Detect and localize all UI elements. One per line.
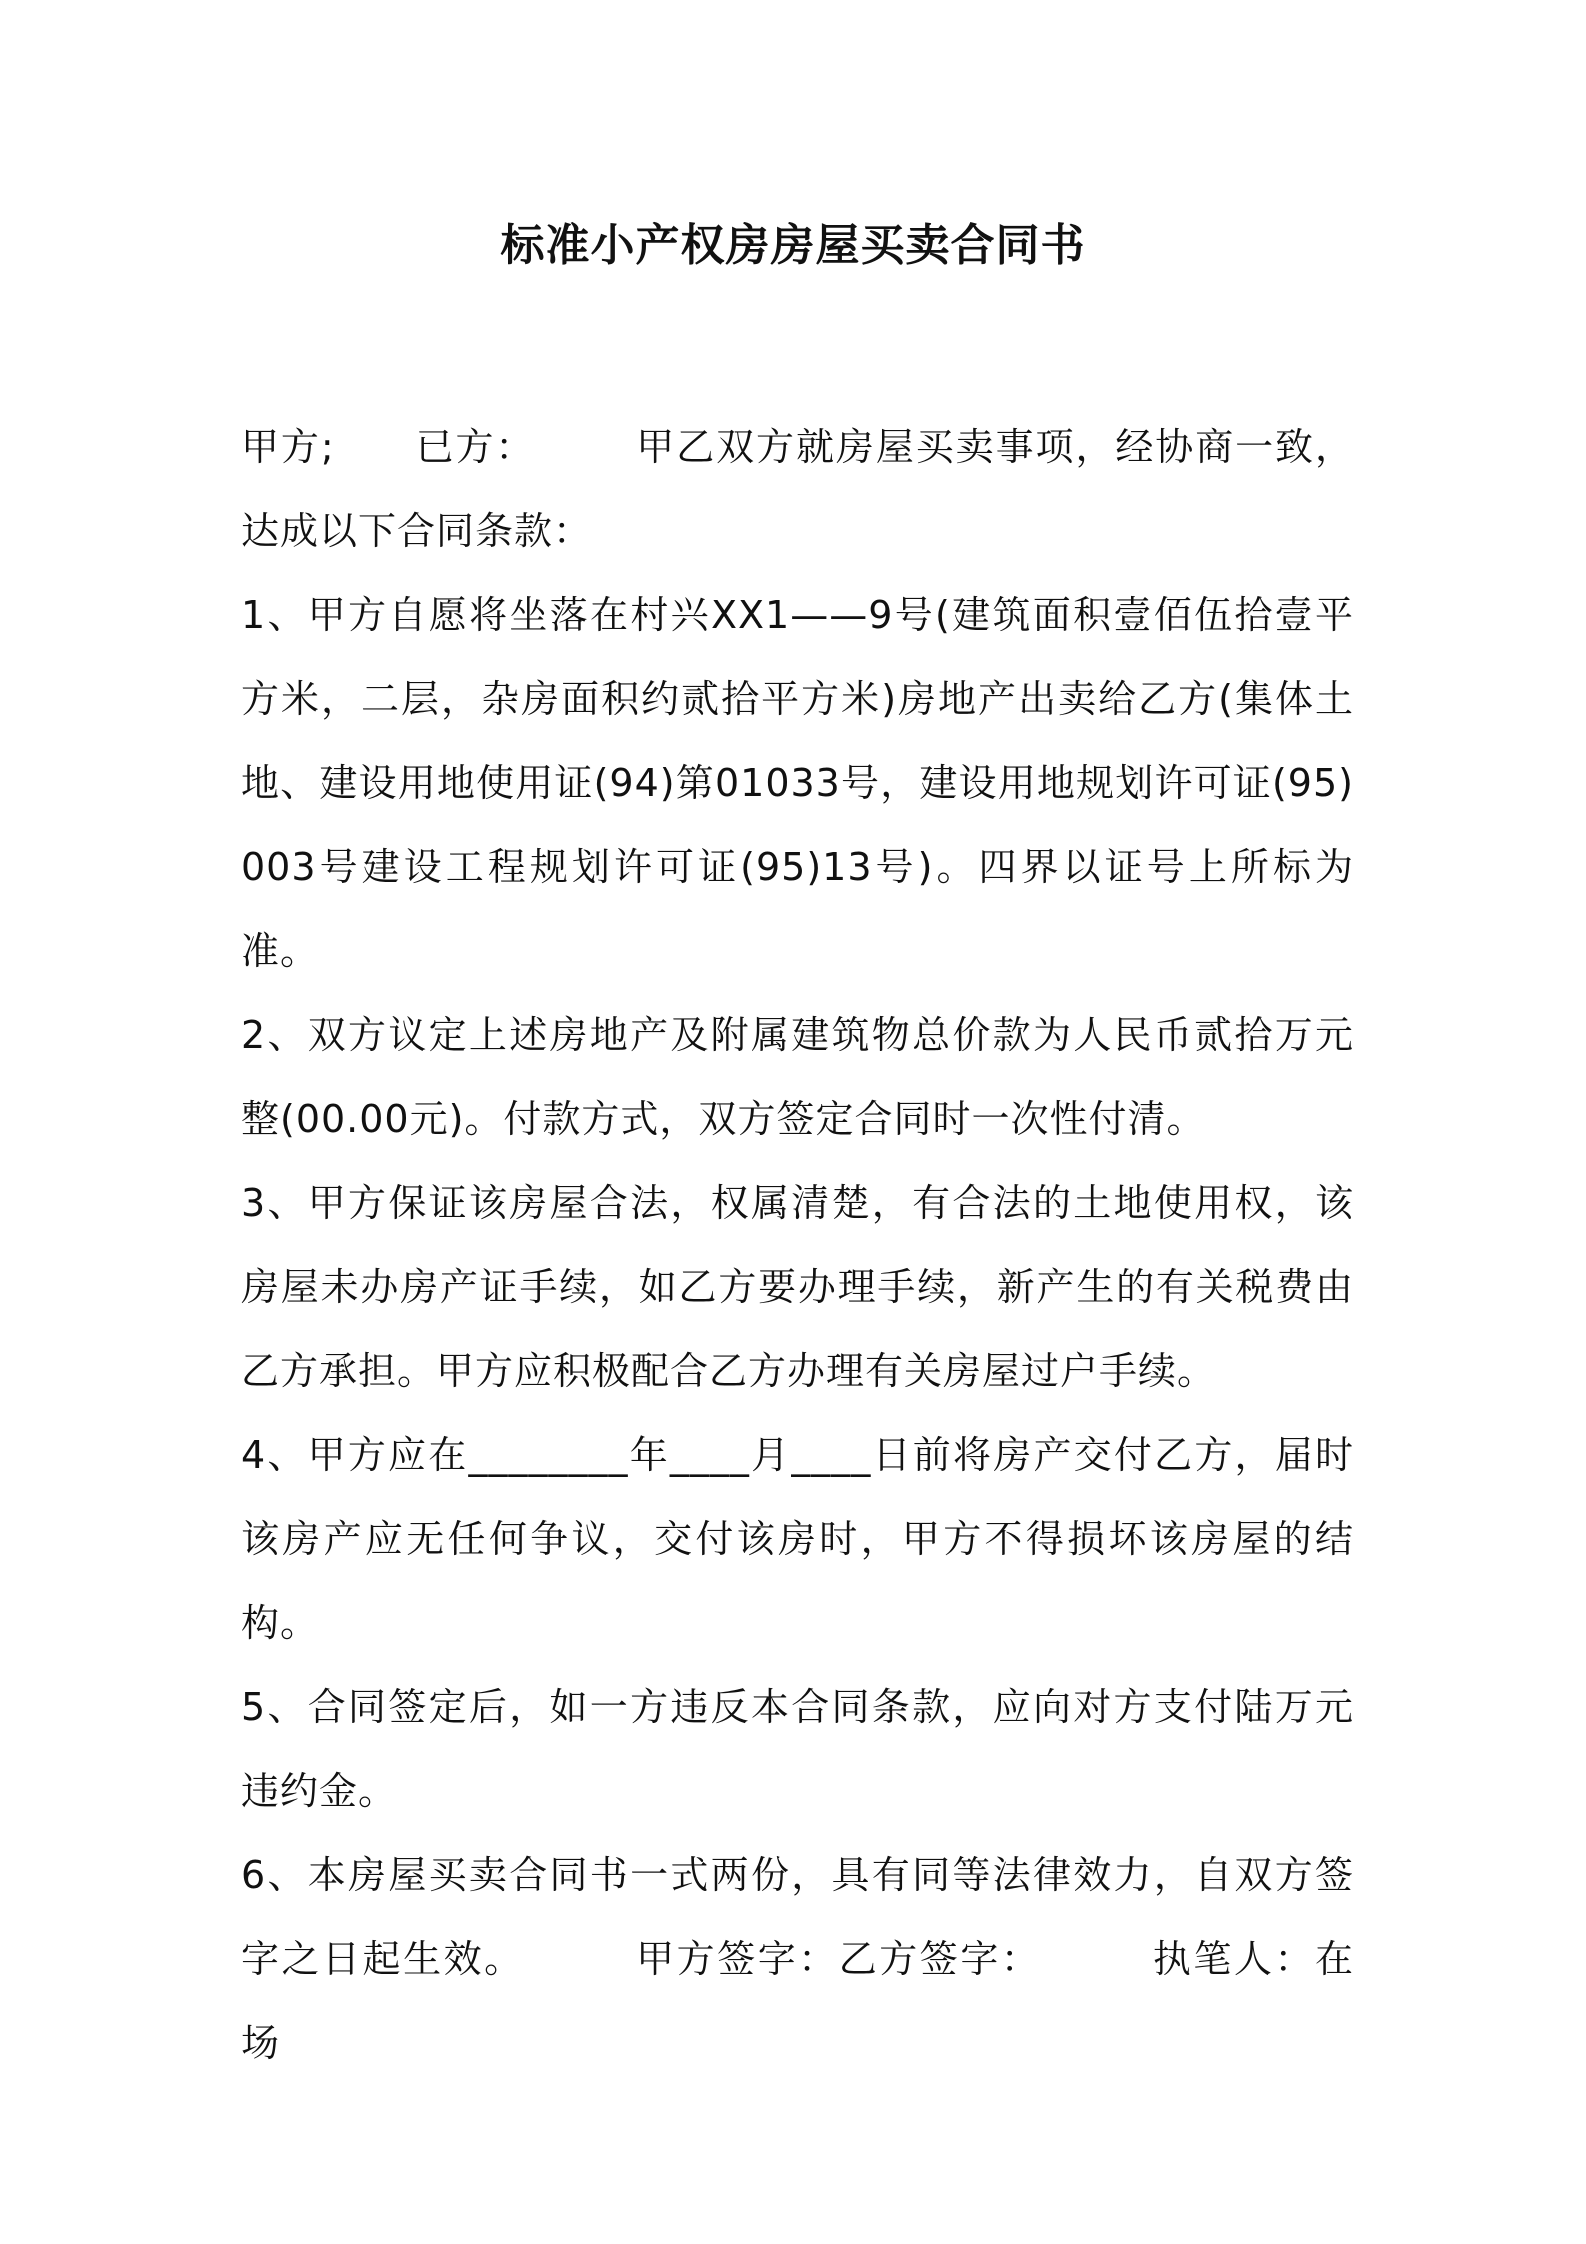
signature-party-a: 甲方签字： — [634, 1937, 839, 1981]
signature-party-b: 乙方签字： — [838, 1937, 1042, 1981]
party-a-label: 甲方; — [241, 425, 335, 469]
clause-6-text: 6、本房屋买卖合同书一式两份，具有同等法律效力，自双方签字之日起生效。 — [241, 1853, 1354, 1981]
clause-1: 1、甲方自愿将坐落在村兴XX1——9号(建筑面积壹佰伍拾壹平方米，二层，杂房面积约贰拾平方米)房地产出卖给乙方(集体土地、建设用地使用证(94)第01033号，建设用地规划许可证(95)003号建设工程规划许可证(95)13号)。四界以证号上所标为准。 — [241, 593, 1354, 973]
preamble-paragraph — [241, 405, 1354, 573]
party-b-label: 已方： — [414, 425, 536, 469]
document-body — [241, 405, 1354, 2085]
clause-6 — [241, 1833, 1354, 2085]
clause-4: 4、甲方应在________年____月____日前将房产交付乙方，届时该房产应无任何争议，交付该房时，甲方不得损坏该房屋的结构。 — [241, 1433, 1354, 1645]
clause-2: 2、双方议定上述房地产及附属建筑物总价款为人民币贰拾万元整(00.00元)。付款方式，双方签定合同时一次性付清。 — [241, 1013, 1354, 1141]
clause-5: 5、合同签定后，如一方违反本合同条款，应向对方支付陆万元违约金。 — [241, 1685, 1354, 1813]
clause-3: 3、甲方保证该房屋合法，权属清楚，有合法的土地使用权，该房屋未办房产证手续，如乙方要办理手续，新产生的有关税费由乙方承担。甲方应积极配合乙方办理有关房屋过户手续。 — [241, 1181, 1354, 1393]
preamble-intro: 甲乙双方就房屋买卖事项，经协商一致，达成以下合同条款： — [241, 425, 1354, 553]
scribe-witness: 执笔人：在场 — [241, 1937, 1354, 2065]
document-title: 标准小产权房房屋买卖合同书 — [500, 220, 1086, 271]
